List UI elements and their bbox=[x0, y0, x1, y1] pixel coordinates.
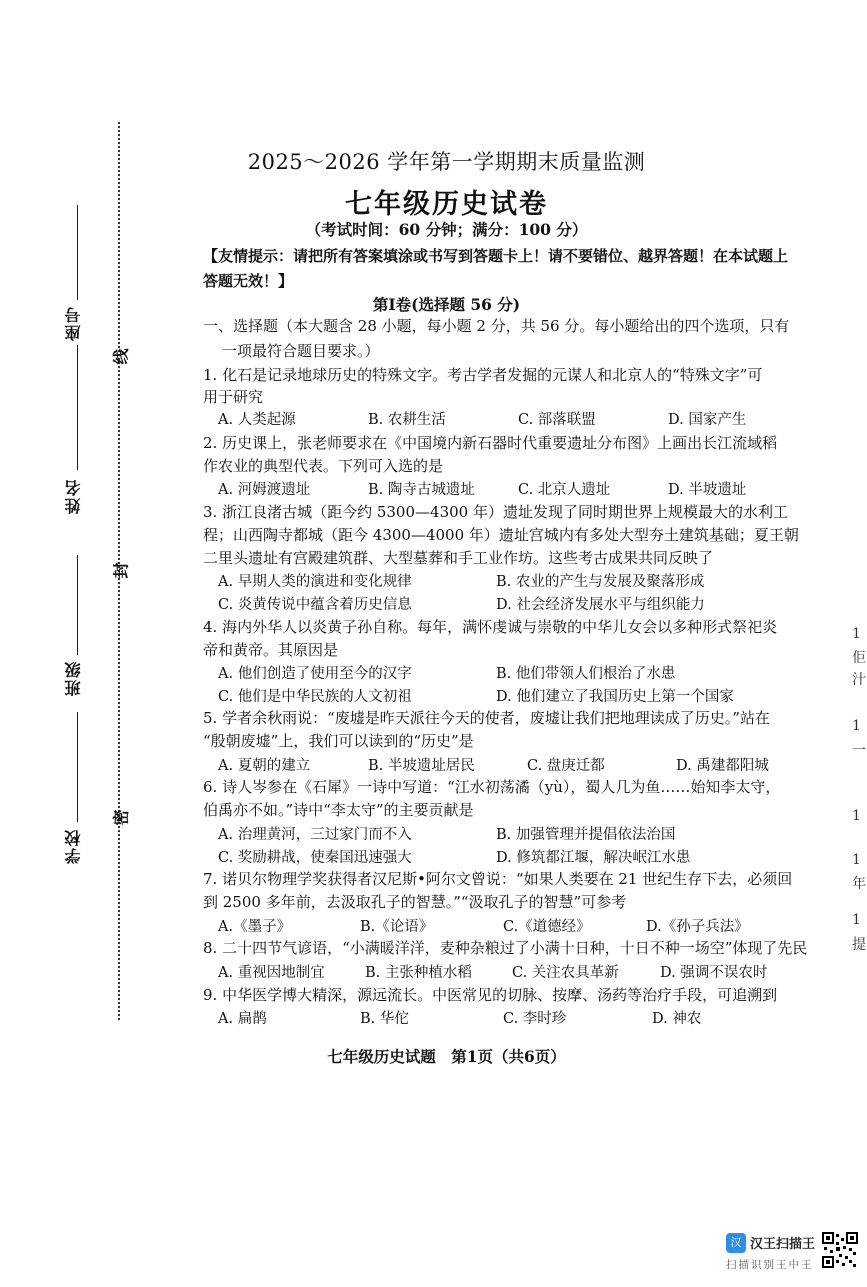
scanner-tagline: 扫描识别王中王 bbox=[726, 1259, 814, 1271]
q5-stem-2: “殷朝废墟”上，我们可以读到的“历史”是 bbox=[203, 732, 474, 750]
q3-stem-1: 3. 浙江良渚古城（距今约 5300—4300 年）遗址发现了同时期世界上规模最大的水利工 bbox=[203, 503, 788, 521]
seal-char-secret: 密 bbox=[111, 809, 131, 826]
volume-heading: 第Ⅰ卷(选择题 56 分) bbox=[372, 295, 521, 314]
edge-fragment: 1 bbox=[852, 808, 861, 824]
q3-option-d: D. 社会经济发展水平与组织能力 bbox=[496, 597, 705, 613]
q6-option-d: D. 修筑都江堰，解决岷江水患 bbox=[496, 850, 691, 866]
exam-title: 2025～2026 学年第一学期期末质量监测 bbox=[247, 150, 646, 174]
scanner-app-icon: 汉 bbox=[726, 1233, 746, 1253]
exam-info: （考试时间：60 分钟；满分：100 分） bbox=[305, 220, 588, 239]
q9-stem-1: 9. 中华医学博大精深，源远流长。中医常见的切脉、按摩、汤药等治疗手段，可追溯到 bbox=[203, 986, 778, 1004]
scanner-watermark bbox=[726, 1233, 816, 1277]
edge-fragment: 1 bbox=[852, 718, 861, 734]
edge-fragment: 1 bbox=[852, 852, 861, 868]
q5-option-c: C. 盘庚迁都 bbox=[527, 758, 605, 774]
q2-option-d: D. 半坡遗址 bbox=[668, 482, 747, 498]
q9-option-a: A. 扁鹊 bbox=[218, 1011, 267, 1027]
q9-option-c: C. 李时珍 bbox=[503, 1011, 567, 1027]
q7-stem-1: 7. 诺贝尔物理学奖获得者汉尼斯•阿尔文曾说：“如果人类要在 21 世纪生存下去，必须回 bbox=[203, 870, 793, 888]
q7-stem-2: 到 2500 多年前，去汲取孔子的智慧。”“汲取孔子的智慧”可参考 bbox=[203, 893, 627, 911]
name-label: 姓名 bbox=[64, 478, 83, 514]
q6-option-b: B. 加强管理并提倡依法治国 bbox=[496, 827, 676, 843]
q7-option-c: C.《道德经》 bbox=[503, 919, 591, 935]
edge-fragment: 汁 bbox=[852, 672, 866, 688]
notice-line-2: 答题无效！】 bbox=[203, 272, 294, 290]
q8-option-d: D. 强调不误农时 bbox=[660, 965, 768, 981]
q1-stem-2: 用于研究 bbox=[203, 388, 264, 406]
q4-option-b: B. 他们带领人们根治了水患 bbox=[496, 666, 676, 682]
name-blank bbox=[77, 345, 78, 470]
edge-fragment: 1 bbox=[852, 912, 861, 928]
q7-option-a: A.《墨子》 bbox=[218, 919, 292, 935]
q1-option-c: C. 部落联盟 bbox=[518, 412, 596, 428]
q2-option-a: A. 河姆渡遗址 bbox=[218, 482, 311, 498]
q8-option-a: A. 重视因地制宜 bbox=[218, 965, 325, 981]
q9-option-d: D. 神农 bbox=[652, 1011, 702, 1027]
q3-option-b: B. 农业的产生与发展及聚落形成 bbox=[496, 574, 705, 590]
q5-option-d: D. 禹建都阳城 bbox=[676, 758, 769, 774]
q3-option-c: C. 炎黄传说中蕴含着历史信息 bbox=[218, 597, 412, 613]
q4-stem-1: 4. 海内外华人以炎黄子孙自称。每年，满怀虔诚与崇敬的中华儿女会以多种形式祭祀炎 bbox=[203, 618, 778, 636]
q1-stem-1: 1. 化石是记录地球历史的特殊文字。考古学者发掘的元谋人和北京人的“特殊文字”可 bbox=[203, 366, 763, 384]
page-footer: 七年级历史试题 第1页（共6页） bbox=[327, 1047, 566, 1066]
class-blank bbox=[77, 555, 78, 655]
q1-option-d: D. 国家产生 bbox=[668, 412, 747, 428]
section-instruction-2: 一项最符合题目要求。） bbox=[222, 342, 380, 360]
school-label: 学校 bbox=[64, 828, 83, 864]
q3-stem-3: 二里头遗址有宫殿建筑群、大型墓葬和手工业作坊。这些考古成果共同反映了 bbox=[203, 549, 714, 567]
scanner-app-name: 汉王扫描王 bbox=[750, 1237, 816, 1252]
q1-option-b: B. 农耕生活 bbox=[368, 412, 446, 428]
seal-char-seal: 封 bbox=[111, 562, 131, 579]
edge-fragment: 一 bbox=[852, 743, 866, 759]
q4-option-a: A. 他们创造了使用至今的汉字 bbox=[218, 666, 412, 682]
q5-option-a: A. 夏朝的建立 bbox=[218, 758, 311, 774]
q6-stem-2: 伯禹亦不如。”诗中“李太守”的主要贡献是 bbox=[203, 801, 474, 819]
edge-fragment: 1 bbox=[852, 626, 861, 642]
q5-stem-1: 5. 学者余秋雨说：“废墟是昨天派往今天的使者，废墟让我们把地理读成了历史。”站在 bbox=[203, 709, 770, 727]
q9-option-b: B. 华佗 bbox=[360, 1011, 409, 1027]
q6-option-a: A. 治理黄河，三过家门而不入 bbox=[218, 827, 412, 843]
q8-option-c: C. 关注农具革新 bbox=[512, 965, 619, 981]
section-instruction-1: 一、选择题（本大题含 28 小题，每小题 2 分，共 56 分。每小题给出的四个选项，只有 bbox=[203, 317, 790, 335]
edge-fragment: 年 bbox=[852, 876, 866, 892]
school-blank bbox=[77, 712, 78, 822]
q1-option-a: A. 人类起源 bbox=[218, 412, 296, 428]
q8-option-b: B. 主张种植水稻 bbox=[365, 965, 472, 981]
q3-stem-2: 程；山西陶寺都城（距今 4300—4000 年）遗址宫城内有多处大型夯土建筑基础；夏王朝 bbox=[203, 526, 799, 544]
q2-stem-1: 2. 历史课上，张老师要求在《中国境内新石器时代重要遗址分布图》上画出长江流域稻 bbox=[203, 434, 778, 452]
q2-option-c: C. 北京人遗址 bbox=[518, 482, 611, 498]
q4-stem-2: 帝和黄帝。其原因是 bbox=[203, 641, 339, 659]
edge-fragment: 佢 bbox=[852, 650, 866, 666]
q7-option-b: B.《论语》 bbox=[360, 919, 434, 935]
q7-option-d: D.《孙子兵法》 bbox=[646, 919, 749, 935]
notice-line-1: 【友情提示：请把所有答案填涂或书写到答题卡上！请不要错位、越界答题！在本试题上 bbox=[203, 247, 789, 265]
q8-stem-1: 8. 二十四节气谚语，“小满暖洋洋，麦种杂粮过了小满十日种，十日不种一场空”体现了先民 bbox=[203, 939, 808, 957]
q2-stem-2: 作农业的典型代表。下列可入选的是 bbox=[203, 457, 444, 475]
q3-option-a: A. 早期人类的演进和变化规律 bbox=[218, 574, 412, 590]
exam-subtitle: 七年级历史试卷 bbox=[345, 189, 548, 220]
q5-option-b: B. 半坡遗址居民 bbox=[368, 758, 475, 774]
q2-option-b: B. 陶寺古城遗址 bbox=[368, 482, 475, 498]
q6-option-c: C. 奖励耕战，使秦国迅速强大 bbox=[218, 850, 412, 866]
edge-fragment: 提 bbox=[852, 937, 866, 953]
q4-option-c: C. 他们是中华民族的人文初祖 bbox=[218, 689, 412, 705]
q4-option-d: D. 他们建立了我国历史上第一个国家 bbox=[496, 689, 734, 705]
qr-code-icon bbox=[822, 1232, 858, 1268]
q6-stem-1: 6. 诗人岑参在《石犀》一诗中写道：“江水初荡潏（yù），蜀人几为鱼……始知李太守， bbox=[203, 778, 781, 796]
class-label: 班级 bbox=[64, 660, 83, 696]
seal-char-line: 线 bbox=[111, 348, 131, 365]
seat-label: 座号 bbox=[64, 305, 83, 341]
